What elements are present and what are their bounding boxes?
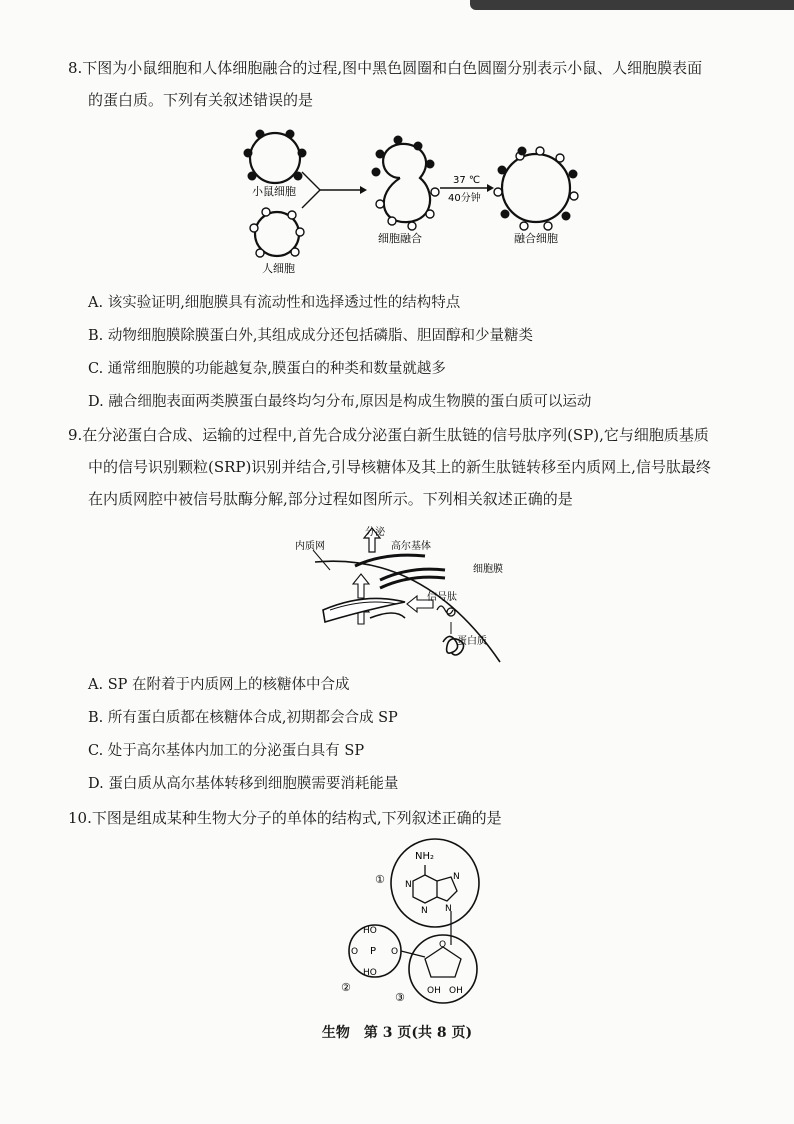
secretion-label: 分泌 bbox=[365, 527, 385, 538]
oh-label-right: OH bbox=[449, 986, 463, 996]
q8-option-d: D. 融合细胞表面两类膜蛋白最终均匀分布,原因是构成生物膜的蛋白质可以运动 bbox=[88, 394, 592, 410]
q9-option-a: A. SP 在附着于内质网上的核糖体中合成 bbox=[88, 677, 350, 693]
human-cell-label: 人细胞 bbox=[262, 262, 295, 275]
converge-lines bbox=[302, 172, 320, 208]
human-cell bbox=[250, 208, 304, 257]
membrane-label: 细胞膜 bbox=[473, 564, 503, 575]
ho-label-top: HO bbox=[363, 926, 377, 936]
label-3: ③ bbox=[395, 991, 405, 1004]
label-1: ① bbox=[375, 873, 385, 886]
q9-stem-line2: 中的信号识别颗粒(SRP)识别并结合,引导核糖体及其上的新生肽链转移至内质网上,信号肽最终 bbox=[88, 458, 711, 476]
mouse-cell bbox=[244, 130, 307, 184]
q9-stem-line3: 在内质网腔中被信号肽酶分解,部分过程如图所示。下列相关叙述正确的是 bbox=[88, 490, 573, 508]
q9-option-c: C. 处于高尔基体内加工的分泌蛋白具有 SP bbox=[88, 743, 365, 759]
o-label-p: O bbox=[351, 947, 359, 957]
scan-edge-shadow bbox=[470, 0, 794, 10]
fusion-label: 细胞融合 bbox=[378, 232, 422, 245]
purine-six-ring bbox=[413, 865, 437, 903]
nh2-label: NH₂ bbox=[415, 851, 435, 862]
p-label: P bbox=[370, 946, 377, 957]
fused-cell bbox=[494, 147, 578, 231]
q8-option-b: B. 动物细胞膜除膜蛋白外,其组成成分还包括磷脂、胆固醇和少量糖类 bbox=[88, 328, 533, 344]
q8-option-a: A. 该实验证明,细胞膜具有流动性和选择透过性的结构特点 bbox=[88, 295, 461, 311]
temp-label: 37 ℃ bbox=[453, 175, 481, 186]
fused-cell-label: 融合细胞 bbox=[514, 232, 558, 245]
q9-option-d: D. 蛋白质从高尔基体转移到细胞膜需要消耗能量 bbox=[88, 776, 399, 792]
o-label-ring: O bbox=[439, 940, 447, 950]
o-label-ester: O bbox=[391, 947, 399, 957]
incubation-arrowhead bbox=[487, 184, 494, 192]
label-2: ② bbox=[341, 981, 351, 994]
signal-peptide-label: 信号肽 bbox=[427, 592, 457, 603]
golgi-label: 高尔基体 bbox=[391, 541, 431, 552]
q9-stem-line1: 9.在分泌蛋白合成、运输的过程中,首先合成分泌蛋白新生肽链的信号肽序列(SP),它与细胞质基质 bbox=[68, 426, 709, 444]
golgi-stack-3 bbox=[380, 577, 445, 588]
ho-label-bottom: HO bbox=[363, 968, 377, 978]
page-footer: 生物 第 3 页(共 8 页) bbox=[321, 1025, 473, 1041]
vesicle-arrow-1 bbox=[353, 574, 369, 598]
q8-option-c: C. 通常细胞膜的功能越复杂,膜蛋白的种类和数量就越多 bbox=[88, 361, 446, 377]
q9-option-b: B. 所有蛋白质都在核糖体合成,初期都会合成 SP bbox=[88, 710, 398, 726]
fusion-arrowhead bbox=[360, 186, 367, 194]
mouse-cell-label: 小鼠细胞 bbox=[252, 185, 296, 198]
n-label-1: N bbox=[405, 880, 412, 890]
q8-stem-line2: 的蛋白质。下列有关叙述错误的是 bbox=[88, 91, 314, 109]
n-label-2: N bbox=[421, 906, 428, 916]
q10-stem: 10.下图是组成某种生物大分子的单体的结构式,下列叙述正确的是 bbox=[68, 809, 502, 827]
n-label-4: N bbox=[445, 904, 452, 914]
fusing-cell bbox=[372, 136, 440, 231]
q9-secretion-figure bbox=[285, 522, 535, 672]
protein-label: 蛋白质 bbox=[457, 636, 487, 647]
q8-stem-line1: 8.下图为小鼠细胞和人体细胞融合的过程,图中黑色圆圈和白色圆圈分别表示小鼠、人细胞膜表面 bbox=[68, 59, 703, 77]
n-label-3: N bbox=[453, 872, 460, 882]
time-label: 40分钟 bbox=[448, 193, 481, 204]
q8-cell-fusion-figure bbox=[230, 120, 590, 280]
er-pointer bbox=[313, 550, 330, 570]
er-label: 内质网 bbox=[295, 541, 325, 552]
oh-label-left: OH bbox=[427, 986, 441, 996]
q10-nucleotide-figure bbox=[335, 835, 495, 1010]
er-sheet-2 bbox=[370, 613, 405, 618]
ribose-ring bbox=[425, 947, 461, 977]
